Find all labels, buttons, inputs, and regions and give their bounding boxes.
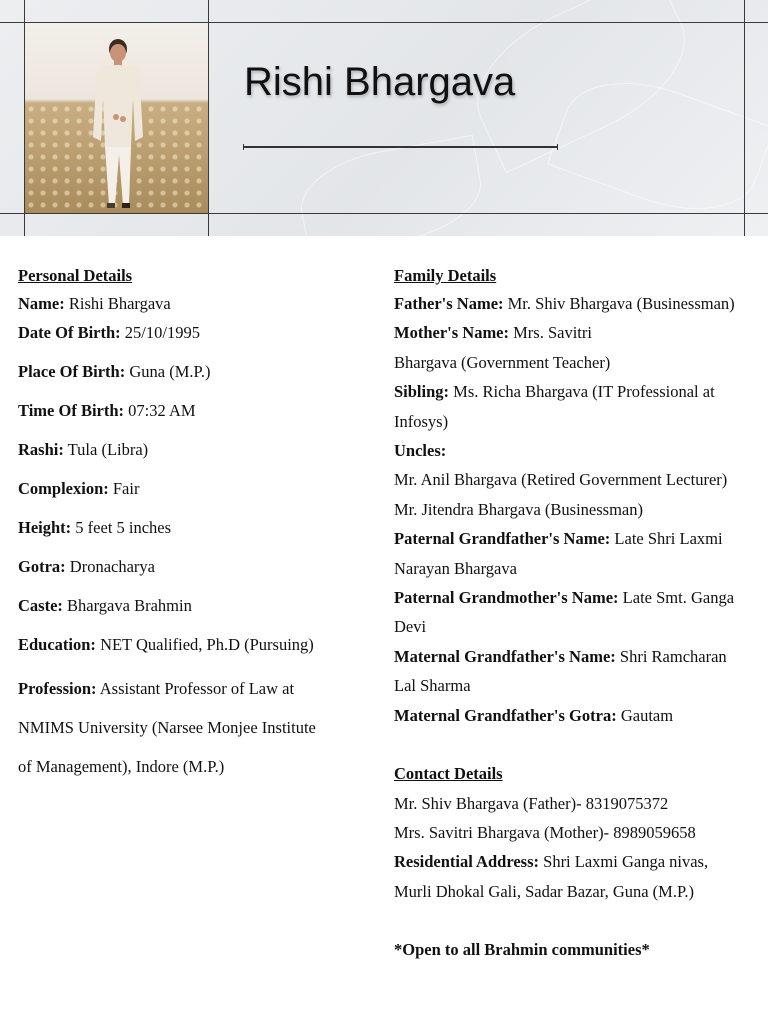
profile-name-title: Rishi Bhargava (244, 60, 516, 104)
field-complexion (18, 474, 363, 503)
field-label: Height: (18, 518, 72, 537)
contact-line: Mr. Shiv Bhargava (Father)- 8319075372 (394, 793, 669, 813)
mother-continued: Bhargava (Government Teacher) (394, 352, 611, 372)
field-label: Education: (18, 635, 96, 654)
field-value: Shri Laxmi Ganga nivas, (539, 852, 709, 872)
family-details-heading: Family Details (394, 266, 497, 285)
frame-line (208, 0, 209, 236)
field-place-of-birth (18, 357, 363, 386)
field-uncles (394, 436, 766, 465)
field-label: Place Of Birth: (18, 362, 126, 381)
field-value: Rishi Bhargava (64, 294, 171, 313)
field-dob (18, 318, 363, 347)
sibling-continued: Infosys) (394, 411, 449, 431)
profession-continued: NMIMS University (Narsee Monjee Institute (18, 718, 316, 737)
header-banner (0, 0, 768, 236)
field-label: Father's Name: (394, 294, 504, 313)
field-value: Late Smt. Ganga (618, 588, 735, 608)
field-value: Assistant Professor of Law at (96, 679, 295, 698)
title-divider (243, 146, 558, 148)
field-time-of-birth (18, 396, 363, 425)
field-caste (18, 591, 363, 620)
paternal-grandmother-continued: Devi (394, 617, 427, 637)
field-label: Maternal Grandfather's Gotra: (394, 705, 617, 725)
profession-continued: of Management), Indore (M.P.) (18, 757, 225, 776)
family-details-column (394, 262, 766, 965)
field-label: Caste: (18, 596, 63, 615)
contact-line: Mrs. Savitri Bhargava (Mother)- 8989059658 (394, 822, 696, 842)
field-value: Mr. Shiv Bhargava (Businessman) (503, 294, 735, 313)
field-value: 07:32 AM (124, 401, 196, 420)
field-label: Sibling: (394, 382, 450, 402)
frame-line (744, 0, 745, 236)
field-value: Dronacharya (65, 557, 155, 576)
field-label: Time Of Birth: (18, 401, 125, 420)
field-value: Bhargava Brahmin (62, 596, 192, 615)
field-label: Gotra: (18, 557, 66, 576)
field-label: Name: (18, 294, 65, 313)
field-label: Complexion: (18, 479, 109, 498)
field-label: Date Of Birth: (18, 323, 121, 342)
leaf-pattern (293, 135, 488, 236)
field-father (394, 289, 766, 318)
paternal-grandfather-continued: Narayan Bhargava (394, 558, 517, 578)
field-value: 25/10/1995 (120, 323, 200, 342)
field-height (18, 513, 363, 542)
field-maternal-grandfather-gotra (394, 701, 766, 730)
field-value: Shri Ramcharan (615, 646, 727, 666)
field-label: Paternal Grandmother's Name: (394, 588, 619, 608)
field-name (18, 289, 363, 318)
field-label: Residential Address: (394, 852, 540, 872)
field-gotra (18, 552, 363, 581)
field-residential-address (394, 847, 766, 876)
uncle-item: Mr. Jitendra Bhargava (Businessman) (394, 499, 643, 519)
field-education (18, 630, 363, 659)
field-profession (18, 669, 363, 708)
field-paternal-grandfather (394, 524, 766, 553)
field-label: Profession: (18, 679, 97, 698)
person-figure (83, 37, 153, 213)
field-label: Rashi: (18, 440, 64, 459)
field-value: Late Shri Laxmi (610, 529, 723, 549)
field-mother (394, 318, 766, 347)
field-rashi (18, 435, 363, 464)
profile-photo (25, 23, 208, 213)
frame-line (0, 213, 768, 214)
field-label: Maternal Grandfather's Name: (394, 646, 616, 666)
maternal-grandfather-continued: Lal Sharma (394, 676, 471, 696)
field-value: Ms. Richa Bhargava (IT Professional at (449, 382, 715, 402)
field-value: Gautam (616, 705, 674, 725)
field-label: Uncles: (394, 441, 447, 461)
field-sibling (394, 377, 766, 406)
field-label: Paternal Grandfather's Name: (394, 529, 611, 549)
field-value: 5 feet 5 inches (71, 518, 172, 537)
field-maternal-grandfather (394, 642, 766, 671)
address-continued: Murli Dhokal Gali, Sadar Bazar, Guna (M.P.) (394, 881, 694, 901)
field-value: Guna (M.P.) (125, 362, 211, 381)
community-note: *Open to all Brahmin communities* (394, 940, 650, 960)
field-value: NET Qualified, Ph.D (Pursuing) (95, 635, 314, 654)
contact-details-heading: Contact Details (394, 764, 503, 784)
field-label: Mother's Name: (394, 323, 510, 343)
field-value: Tula (Libra) (63, 440, 149, 459)
field-paternal-grandmother (394, 583, 766, 612)
uncle-item: Mr. Anil Bhargava (Retired Government Lecturer) (394, 470, 728, 490)
field-value: Fair (108, 479, 140, 498)
personal-details-heading: Personal Details (18, 266, 133, 285)
field-value: Mrs. Savitri (509, 323, 592, 343)
personal-details-column (18, 262, 363, 786)
